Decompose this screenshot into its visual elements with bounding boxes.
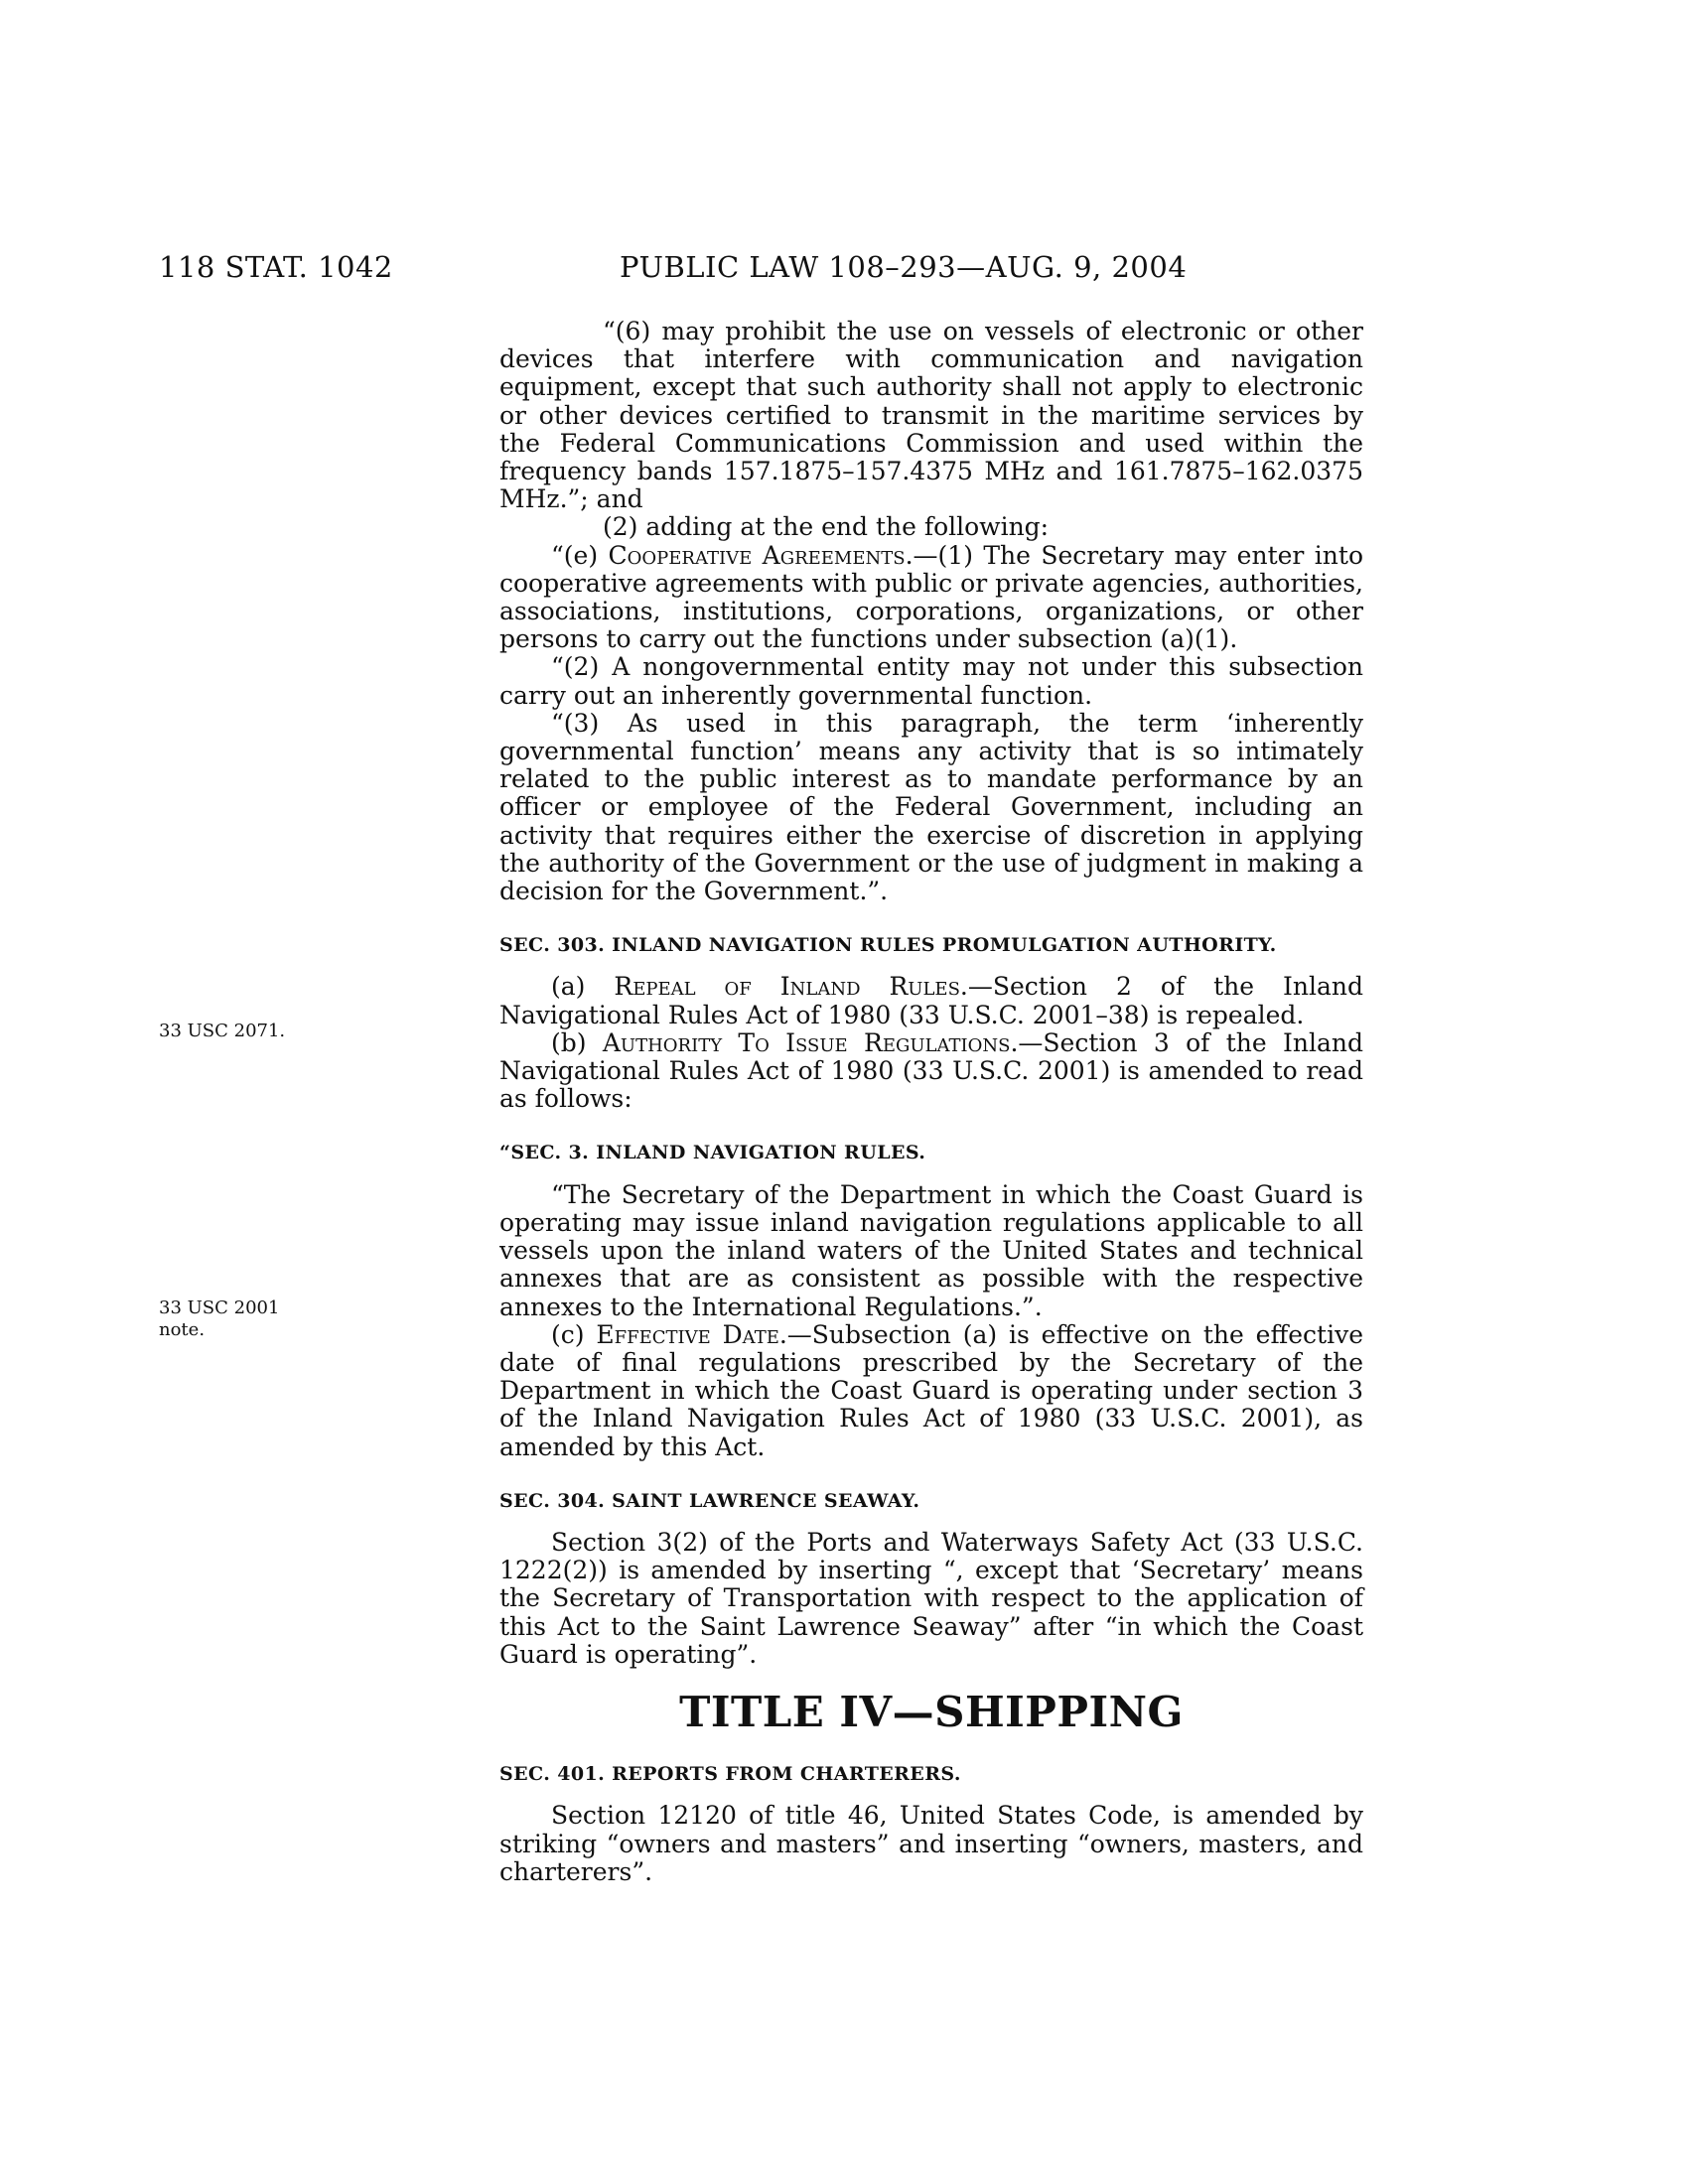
body-text xyxy=(499,318,1363,1886)
para-lead: (c) xyxy=(551,1319,597,1349)
margin-note-line: note. xyxy=(159,1319,206,1340)
paragraph-authority xyxy=(499,1029,1363,1114)
para-lead: (a) xyxy=(551,972,615,1002)
margin-note-usc-2001 xyxy=(159,1297,279,1341)
para-text: .—Subsection (a) is effective on the effective date of final regulations prescribed by the Secretary of the Department in which the Coast Guard is operating under section 3 of the Inland Navigation Rules Act of 1980 (33 U.S.C. 2001), as amended by this Act. xyxy=(499,1319,1363,1461)
para-text: .—Section 2 of the Inland Navigational Rules Act of 1980 (33 U.S.C. 2001–38) is repealed. xyxy=(499,972,1363,1029)
para-lead: (b) xyxy=(551,1027,603,1057)
margin-note-usc-2071: 33 USC 2071. xyxy=(159,1021,286,1041)
para-heading: Repeal of Inland Rules xyxy=(614,972,960,1002)
section-303-heading: SEC. 303. INLAND NAVIGATION RULES PROMULGATION AUTHORITY. xyxy=(499,934,1277,957)
section-401-heading: SEC. 401. REPORTS FROM CHARTERERS. xyxy=(499,1763,961,1786)
section-304-heading: SEC. 304. SAINT LAWRENCE SEAWAY. xyxy=(499,1489,920,1512)
title-iv-heading: TITLE IV—SHIPPING xyxy=(679,1687,1184,1736)
paragraph-repeal xyxy=(499,973,1363,1028)
paragraph-secretary: “The Secretary of the Department in which the Coast Guard is operating may issue inland navigation regulations applicable to all vessels upon the inland waters of the United States and technical annexes that are as consistent as possible with the respective annexes to the International Regulations.”. xyxy=(499,1179,1363,1321)
para-heading: Authority To Issue Regulations xyxy=(602,1027,1011,1057)
paragraph-adding: (2) adding at the end the following: xyxy=(603,512,1050,542)
section-3-heading: “SEC. 3. INLAND NAVIGATION RULES. xyxy=(499,1142,926,1164)
paragraph-nongovernmental: “(2) A nongovernmental entity may not under this subsection carry out an inherently governmental function. xyxy=(499,652,1363,710)
paragraph-6: “(6) may prohibit the use on vessels of electronic or other devices that interfere with communication and navigation equipment, except that such authority shall not apply to electronic or other devices certified to transmit in the maritime services by the Federal Communications Commission and used within the frequency bands 157.1875–157.4375 MHz and 161.7875–162.0375 MHz.”; and xyxy=(499,317,1363,514)
para-text: .—(1) The Secretary may enter into cooperative agreements with public or private agencies, authorities, associations, institutions, corporations, organizations, or other persons to carry out the functions under subsection (a)(1). xyxy=(499,540,1363,654)
statute-page-number: 118 STAT. 1042 xyxy=(159,250,393,284)
paragraph-cooperative-agreements xyxy=(499,542,1363,654)
running-header: PUBLIC LAW 108–293—AUG. 9, 2004 xyxy=(620,250,1188,284)
margin-note-line: 33 USC 2001 xyxy=(159,1297,280,1318)
para-heading: Effective Date xyxy=(596,1319,779,1349)
para-heading: Cooperative Agreements xyxy=(608,540,906,570)
paragraph-effective-date xyxy=(499,1321,1363,1461)
para-text: .—Section 3 of the Inland Navigational Rules Act of 1980 (33 U.S.C. 2001) is amended to read as follows: xyxy=(499,1027,1363,1114)
para-lead: “(e) xyxy=(551,540,609,570)
paragraph-definition: “(3) As used in this paragraph, the term ‘inherently governmental function’ means any activity that is so intimately related to the public interest as to mandate performance by an officer or employee of the Federal Government, including an activity that requires either the exercise of discretion in applying the authority of the Government or the use of judgment in making a decision for the Government.”. xyxy=(499,708,1363,906)
paragraph-seaway: Section 3(2) of the Ports and Waterways Safety Act (33 U.S.C. 1222(2)) is amended by inserting “, except that ‘Secretary’ means the Secretary of Transportation with respect to the application of this Act to the Saint Lawrence Seaway” after “in which the Coast Guard is operating”. xyxy=(499,1527,1363,1669)
paragraph-charterers: Section 12120 of title 46, United States Code, is amended by striking “owners and masters” and inserting “owners, masters, and charterers”. xyxy=(499,1801,1363,1886)
